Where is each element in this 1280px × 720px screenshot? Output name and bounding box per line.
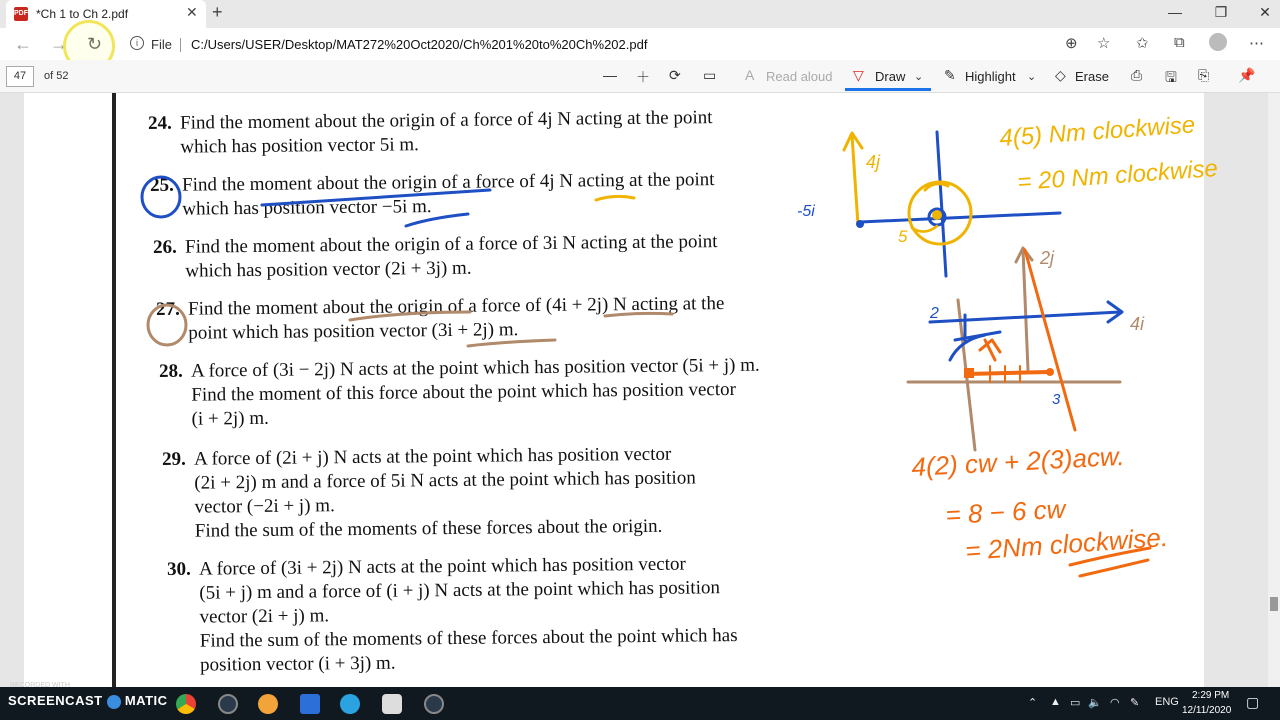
label-4j: 4j [866, 152, 881, 172]
question-text: Find the moment about the origin of a force of 4j N acting at the point [182, 169, 715, 196]
refresh-icon[interactable]: ↻ [87, 34, 103, 54]
zoom-out-icon[interactable]: — [603, 67, 617, 83]
clock-time[interactable]: 2:29 PM [1192, 690, 1230, 701]
y-axis-line [937, 132, 946, 276]
draw-label[interactable]: Draw [875, 69, 906, 84]
label-2j: 2j [1040, 248, 1055, 268]
screencast-logo-icon [107, 695, 121, 709]
save-icon[interactable]: 🖫 [1165, 69, 1177, 85]
question-text: which has position vector −5i m. [182, 196, 432, 220]
save-as-icon[interactable]: ⎘ [1198, 67, 1210, 83]
ink-circle-q25 [142, 177, 180, 217]
collections-icon[interactable]: ⧉ [1174, 34, 1185, 51]
question-text: Find the sum of the moments of these forces about the origin. [194, 515, 663, 542]
orange-force-line [1025, 250, 1075, 430]
file-label: File [151, 37, 172, 52]
question-text: Find the moment about the origin of a force of (4i + 2j) N acting at the [188, 293, 725, 320]
question-text: A force of (2i + j) N acts at the point which has position vector [194, 443, 672, 470]
print-icon[interactable]: ⎙ [1131, 67, 1143, 83]
app-circle-icon[interactable] [424, 694, 444, 714]
question-number: 28. [159, 360, 183, 382]
origin-dot [964, 368, 974, 378]
annotation-text: = 2Nm clockwise. [964, 521, 1169, 566]
question-text: (5i + j) m and a force of (i + j) N acts at the point which has position [199, 577, 721, 604]
distance-arc [912, 226, 937, 232]
url-text[interactable]: C:/Users/USER/Desktop/MAT272%20Oct2020/Ch%201%20to%20Ch%202.pdf [191, 37, 648, 52]
question-text: point which has position vector (3i + 2j) m. [188, 319, 519, 344]
annotation-text: = 20 Nm clockwise [1016, 155, 1219, 196]
new-tab-icon[interactable]: + [212, 2, 223, 22]
tray-app-icon[interactable]: ▲ [1050, 696, 1061, 708]
zoom-icon[interactable]: ⊕ [1065, 35, 1078, 52]
ink-underline [596, 196, 634, 200]
tab-title: *Ch 1 to Ch 2.pdf [36, 7, 129, 21]
forward-icon[interactable]: → [50, 34, 68, 54]
point-dot [856, 220, 864, 228]
ink-underline [406, 214, 468, 226]
volume-icon[interactable]: 🔈 [1088, 697, 1102, 709]
highlight-label[interactable]: Highlight [965, 69, 1016, 84]
pen-icon[interactable]: ✎ [1130, 697, 1140, 709]
notifications-icon[interactable]: ▢ [1246, 694, 1260, 710]
page-number-input[interactable]: 47 [6, 66, 34, 87]
question-text: Find the sum of the moments of these forces about the point which has [199, 625, 738, 652]
close-tab-icon[interactable]: ✕ [186, 4, 198, 20]
favorite-star-icon[interactable]: ☆ [1097, 35, 1111, 52]
page-count: of 52 [44, 70, 69, 82]
question-text: Find the moment about the origin of a force of 4j N acting at the point [180, 107, 713, 134]
question-text: position vector (i + 3j) m. [200, 652, 396, 676]
origin-dot [932, 210, 942, 220]
question-text: (i + 2j) m. [191, 407, 269, 430]
question-text: (2i + 2j) m and a force of 5i N acts at the point which has position [194, 467, 696, 494]
question-number: 29. [162, 448, 186, 470]
question-number: 26. [153, 236, 177, 258]
question-number: 24. [148, 112, 172, 134]
question-text: vector (2i + j) m. [199, 605, 330, 628]
recorder-watermark: RECORDED WITH [10, 682, 70, 689]
language-indicator[interactable]: ENG [1155, 696, 1179, 708]
ink-underline [262, 190, 490, 205]
screencast-text: SCREENCAST [8, 693, 103, 708]
window-close-icon[interactable]: ✕ [1259, 4, 1271, 20]
screencast-watermark [8, 693, 168, 709]
more-menu-icon[interactable]: ⋯ [1249, 35, 1264, 52]
question-text: which has position vector 5i m. [180, 134, 419, 158]
favorites-icon[interactable]: ✩ [1136, 35, 1149, 52]
app-w-icon[interactable] [258, 694, 278, 714]
question-number: 25. [150, 174, 174, 196]
zoom-in-icon[interactable]: ＋ [636, 69, 650, 85]
ink-circle-q27 [148, 305, 186, 345]
fit-page-icon[interactable]: ▭ [703, 67, 717, 83]
ink-underline [468, 340, 555, 346]
question-text: Find the moment of this force about the point which has position vector [191, 378, 737, 406]
label-2: 2 [930, 305, 939, 322]
question-number: 30. [167, 558, 191, 580]
annotation-text: 4(5) Nm clockwise [998, 111, 1196, 152]
rotate-icon[interactable]: ⟳ [669, 67, 681, 83]
read-aloud-icon[interactable]: A [745, 67, 755, 83]
question-number: 27. [156, 298, 180, 320]
pdf-icon: PDF [14, 7, 28, 21]
mail-icon[interactable] [300, 694, 320, 714]
draw-dropdown-icon[interactable]: ⌄ [914, 71, 924, 83]
recorder-app-icon[interactable] [218, 694, 238, 714]
x-axis-line [860, 213, 1060, 222]
point-dot [1046, 368, 1054, 376]
chrome-icon[interactable] [176, 694, 196, 714]
matic-text: MATIC [124, 693, 168, 708]
read-aloud-label[interactable]: Read aloud [766, 69, 833, 84]
highlight-dropdown-icon[interactable]: ⌄ [1027, 71, 1037, 83]
label-5: 5 [898, 227, 908, 246]
label-3: 3 [1052, 391, 1061, 408]
annotation-text: = 8 − 6 cw [944, 493, 1067, 530]
ink-underline [605, 313, 672, 316]
maximize-icon[interactable]: ❐ [1214, 4, 1228, 20]
pin-toolbar-icon[interactable]: 📌 [1238, 67, 1256, 83]
back-icon[interactable]: ← [14, 34, 32, 54]
question-text: which has position vector (2i + 3j) m. [185, 257, 472, 282]
eraser-icon[interactable]: ◇ [1055, 67, 1066, 83]
minimize-icon[interactable]: — [1168, 4, 1182, 20]
highlight-icon[interactable]: ✎ [944, 67, 956, 83]
force-arrow-4j [844, 133, 862, 225]
wifi-icon[interactable]: ◠ [1110, 697, 1120, 709]
annotation-text: 4(2) cw + 2(3)acw. [910, 440, 1126, 482]
network-icon[interactable]: ▭ [1070, 697, 1081, 709]
draw-icon[interactable]: ▽ [853, 67, 864, 83]
telegram-icon[interactable] [340, 694, 360, 714]
question-text: A force of (3i + 2j) N acts at the point which has position vector [199, 553, 686, 580]
question-text: vector (−2i + j) m. [194, 495, 335, 518]
ink-strike [350, 312, 470, 320]
label-neg5i: -5i [797, 203, 815, 220]
app-icon[interactable] [382, 694, 402, 714]
orange-distance-line [968, 372, 1048, 374]
tray-chevron-icon[interactable]: ⌃ [1028, 697, 1038, 709]
question-text: Find the moment about the origin of a force of 3i N acting at the point [185, 231, 718, 258]
erase-label[interactable]: Erase [1075, 69, 1109, 84]
rotation-arrow-orange [980, 340, 1000, 360]
label-4i: 4i [1130, 314, 1145, 334]
question-text: A force of (3i − 2j) N acts at the point which has position vector (5i + j) m. [191, 354, 760, 382]
info-icon[interactable]: i [130, 36, 144, 50]
clock-date[interactable]: 12/11/2020 [1182, 705, 1232, 716]
